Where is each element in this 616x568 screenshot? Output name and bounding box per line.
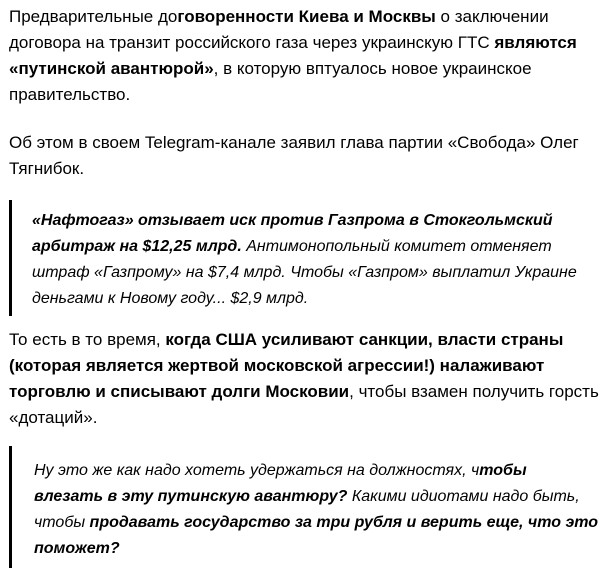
text-line: Об этом в своем Telegram-канале заявил глава партии «Свобода» Олег — [9, 133, 579, 152]
text-line: «путинской авантюрой», в которую вптуалось новое украинское — [9, 59, 532, 78]
bold-text: торговлю и списывают долги Московии — [9, 382, 350, 401]
text-line: «дотаций». — [9, 408, 98, 427]
text-line: Тягнибок. — [9, 159, 85, 178]
text-line: Предварительные договоренности Киева и Москвы о заключении — [9, 7, 549, 26]
bold-text: арбитраж на $12,25 млрд. — [32, 238, 242, 255]
text-line: (которая является жертвой московской агрессии!) налаживают — [9, 356, 545, 375]
bold-text: «путинской авантюрой» — [9, 59, 214, 78]
quote-text — [12, 446, 599, 562]
bold-text: тобы — [479, 462, 527, 479]
text-line: договора на транзит российского газа через украинскую ГТС являются — [9, 33, 577, 52]
text-line: деньгами к Новому году... $2,9 млрд. — [32, 290, 309, 307]
bold-text: когда США усиливают санкции, власти страны — [165, 330, 564, 349]
text-line: поможет? — [34, 540, 120, 557]
quote-text — [12, 200, 597, 312]
text-line: торговлю и списывают долги Московии, чтобы взамен получить горсть — [9, 382, 599, 401]
bold-text: влезать в эту путинскую авантюру? — [34, 488, 348, 505]
bold-text: говоренности Киева и Москвы — [177, 7, 436, 26]
paragraph-intro — [9, 4, 609, 108]
blockquote-tyagnybok — [9, 446, 607, 568]
text-line: арбитраж на $12,25 млрд. Антимонопольный комитет отменяет — [32, 238, 552, 255]
text-line: Ну это же как надо хотеть удержаться на должностях, чтобы — [34, 462, 527, 479]
bold-text: продавать государство за три рубля и верить еще, что это — [89, 514, 599, 531]
paragraph-commentary — [9, 327, 609, 431]
text-line: штраф «Газпрому» на $7,4 млрд. Чтобы «Газпром» выплатил Украине — [32, 264, 577, 281]
text-line: «Нафтогаз» отзывает иск против Газпрома в Стокгольмский — [32, 212, 553, 229]
blockquote-naftogaz — [9, 200, 602, 316]
text-line: То есть в то время, когда США усиливают санкции, власти страны — [9, 330, 564, 349]
bold-text: являются — [494, 33, 577, 52]
text-line: чтобы продавать государство за три рубля и верить еще, что это — [34, 514, 599, 531]
text-line: правительство. — [9, 85, 131, 104]
text-line: влезать в эту путинскую авантюру? Какими идиотами надо быть, — [34, 488, 580, 505]
paragraph-source — [9, 130, 609, 182]
